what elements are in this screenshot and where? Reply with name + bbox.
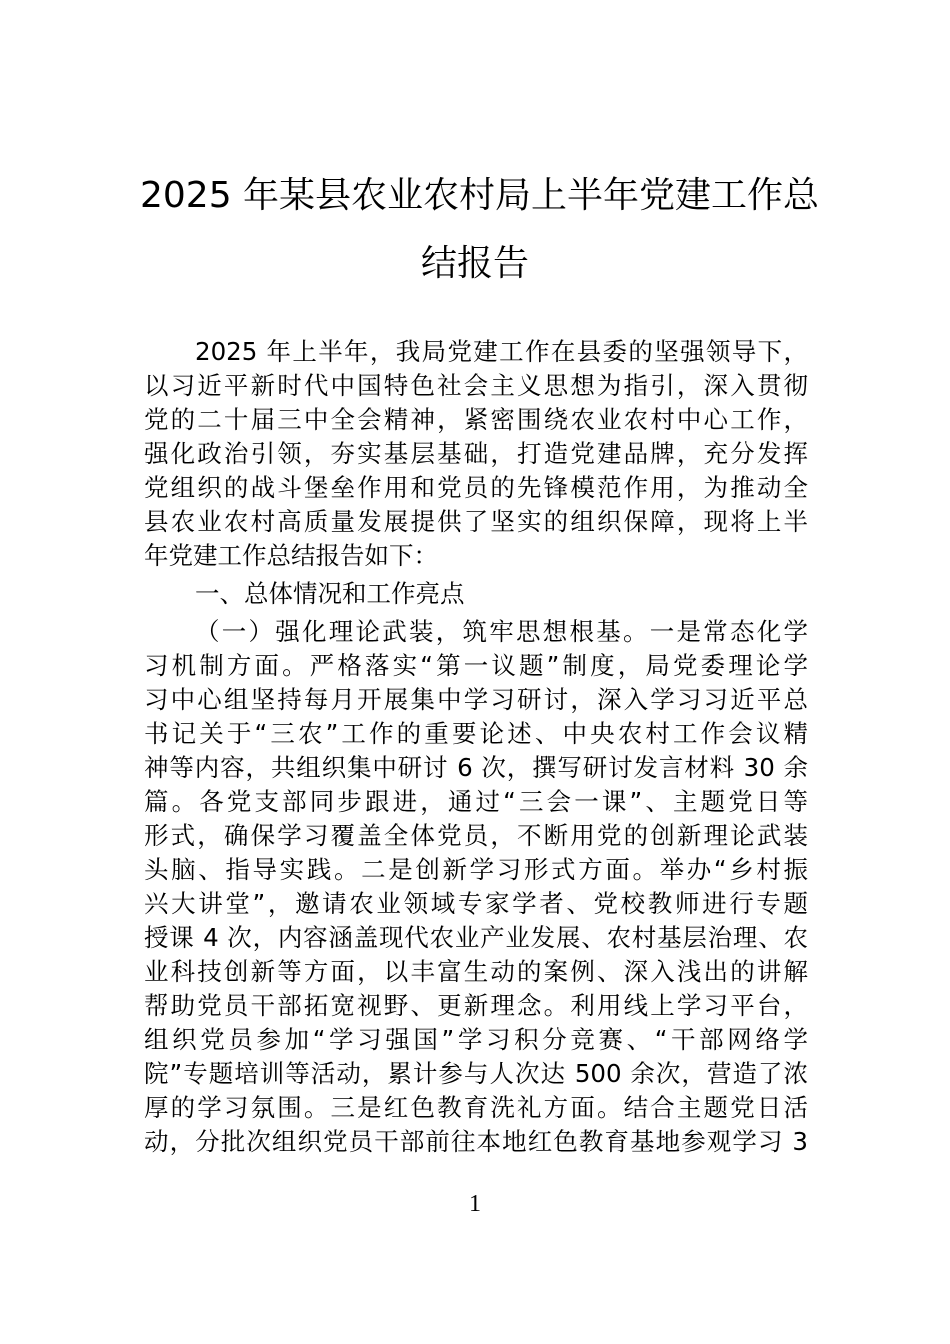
body-line-11: 业科技创新等方面，以丰富生动的案例、深入浅出的讲解 (144, 957, 808, 986)
document-title-line-1: 2025 年某县农业农村局上半年党建工作总 (140, 175, 820, 216)
intro-line-5: 党组织的战斗堡垒作用和党员的先锋模范作用，为推动全 (144, 473, 808, 502)
intro-line-7: 年党建工作总结报告如下： (144, 541, 438, 570)
body-line-14: 院”专题培训等活动，累计参与人次达 500 余次，营造了浓 (144, 1059, 808, 1088)
body-line-10: 授课 4 次，内容涵盖现代农业产业发展、农村基层治理、农 (144, 923, 808, 952)
intro-line-4: 强化政治引领，夯实基层基础，打造党建品牌，充分发挥 (144, 439, 808, 468)
body-line-7: 形式，确保学习覆盖全体党员，不断用党的创新理论武装 (144, 821, 808, 850)
body-line-2: 习机制方面。严格落实“第一议题”制度，局党委理论学 (144, 651, 808, 680)
body-line-13: 组织党员参加“学习强国”学习积分竞赛、“干部网络学 (144, 1025, 808, 1054)
document-title-line-2: 结报告 (420, 243, 529, 284)
body-line-1: （一）强化理论武装，筑牢思想根基。一是常态化学 (195, 617, 808, 646)
intro-line-6: 县农业农村高质量发展提供了坚实的组织保障，现将上半 (144, 507, 808, 536)
body-line-4: 书记关于“三农”工作的重要论述、中央农村工作会议精 (144, 719, 808, 748)
intro-line-3: 党的二十届三中全会精神，紧密围绕农业农村中心工作， (144, 405, 808, 434)
body-line-16: 动，分批次组织党员干部前往本地红色教育基地参观学习 3 (144, 1127, 808, 1156)
body-line-6: 篇。各党支部同步跟进，通过“三会一课”、主题党日等 (144, 787, 808, 816)
body-line-9: 兴大讲堂”，邀请农业领域专家学者、党校教师进行专题 (144, 889, 808, 918)
intro-line-2: 以习近平新时代中国特色社会主义思想为指引，深入贯彻 (144, 371, 808, 400)
section-heading: 一、总体情况和工作亮点 (195, 579, 465, 608)
body-line-8: 头脑、指导实践。二是创新学习形式方面。举办“乡村振 (144, 855, 808, 884)
body-line-15: 厚的学习氛围。三是红色教育洗礼方面。结合主题党日活 (144, 1093, 808, 1122)
intro-line-1: 2025 年上半年，我局党建工作在县委的坚强领导下， (195, 337, 808, 366)
body-line-12: 帮助党员干部拓宽视野、更新理念。利用线上学习平台， (144, 991, 808, 1020)
body-line-3: 习中心组坚持每月开展集中学习研讨，深入学习习近平总 (144, 685, 808, 714)
body-line-5: 神等内容，共组织集中研讨 6 次，撰写研讨发言材料 30 余 (144, 753, 808, 782)
page-number: 1 (469, 1191, 481, 1217)
